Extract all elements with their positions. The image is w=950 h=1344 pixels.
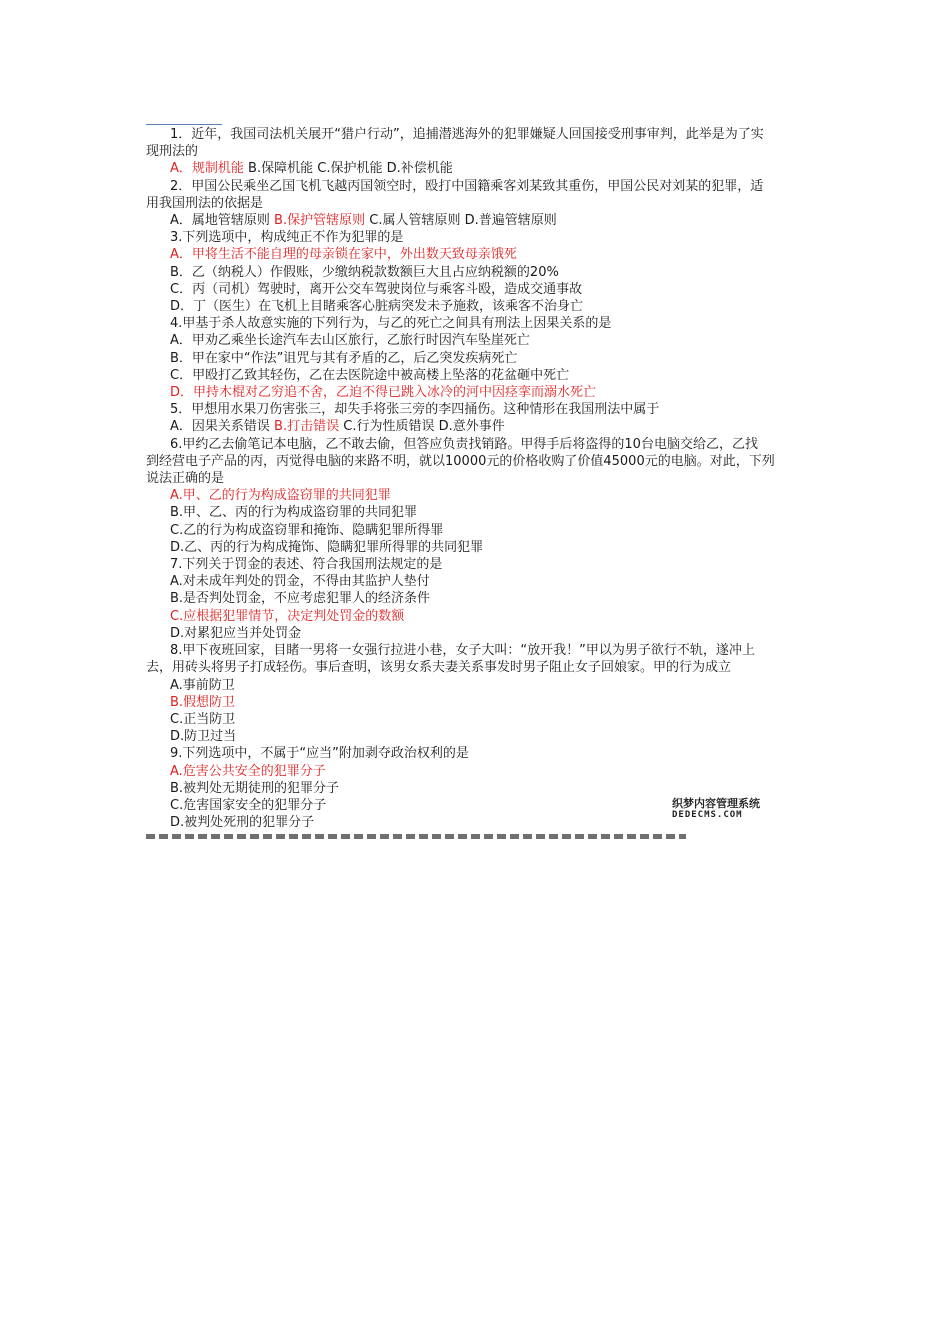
q6-stem-line3: 说法正确的是 <box>146 471 225 487</box>
q2-stem-line2: 用我国刑法的依据是 <box>146 195 264 211</box>
q8-option-d: D.防卫过当 <box>170 729 237 745</box>
q2-option-d: D.普遍管辖原则 <box>464 213 557 229</box>
q5-option-c: C.行为性质错误 <box>343 419 435 435</box>
q1-stem-line2: 现刑法的 <box>146 144 199 160</box>
q7-option-d: D.对累犯应当并处罚金 <box>170 625 302 641</box>
watermark-line2: DEDECMS.COM <box>672 810 743 820</box>
question-list <box>146 126 776 831</box>
q3-stem: 3.下列选项中，构成纯正不作为犯罪的是 <box>170 230 404 246</box>
q1-option-d: D.补偿机能 <box>386 161 453 177</box>
q7-option-b: B.是否判处罚金，不应考虑犯罪人的经济条件 <box>170 591 431 607</box>
q8-stem-line2: 去，用砖头将男子打成轻伤。事后查明，该男女系夫妻关系事发时男子阻止女子回娘家。甲的行为成立 <box>146 660 732 676</box>
q5-option-b: B.打击错误 <box>274 419 340 435</box>
q1-options <box>146 160 776 177</box>
q6-stem-line1: 6.甲约乙去偷笔记本电脑，乙不敢去偷，但答应负责找销路。甲得手后将盗得的10台电脑交给乙，乙找 <box>170 436 758 452</box>
q4-option-b: B．甲在家中“作法”诅咒与其有矛盾的乙，后乙突发疾病死亡 <box>170 350 518 366</box>
q9-option-d: D.被判处死刑的犯罪分子 <box>170 815 315 831</box>
q1-option-b: B.保障机能 <box>248 161 314 177</box>
q9-option-c: C.危害国家安全的犯罪分子 <box>170 797 327 813</box>
q1-stem-line1: 1．近年，我国司法机关展开“猎户行动”，追捕潜逃海外的犯罪嫌疑人回国接受刑事审判，此举是为了实 <box>170 127 764 142</box>
q5-options <box>146 418 776 435</box>
q6-option-c: C.乙的行为构成盗窃罪和掩饰、隐瞒犯罪所得罪 <box>170 522 444 538</box>
q2-stem-line1: 2．甲国公民乘坐乙国飞机飞越丙国领空时，殴打中国籍乘客刘某致其重伤，甲国公民对刘某的犯罪，适 <box>170 178 764 194</box>
q3-option-b: B．乙（纳税人）作假账，少缴纳税款数额巨大且占应纳税额的20% <box>170 264 559 280</box>
q1-option-a: A．规制机能 <box>170 161 244 177</box>
q4-option-d: D．甲持木棍对乙穷追不舍，乙迫不得已跳入冰冷的河中因痉挛而溺水死亡 <box>170 385 597 401</box>
cropped-next-line <box>146 834 686 839</box>
q6-option-b: B.甲、乙、丙的行为构成盗窃罪的共同犯罪 <box>170 505 418 521</box>
q6-option-a: A.甲、乙的行为构成盗窃罪的共同犯罪 <box>170 488 391 504</box>
q9-option-b: B.被判处无期徒刑的犯罪分子 <box>170 780 340 796</box>
header-rule <box>146 124 222 125</box>
q2-option-b: B.保护管辖原则 <box>274 213 366 229</box>
q9-stem: 9.下列选项中，不属于“应当”附加剥夺政治权利的是 <box>170 746 469 762</box>
q5-option-d: D.意外事件 <box>438 419 505 435</box>
q5-option-a: A．因果关系错误 <box>170 419 270 435</box>
q7-option-a: A.对未成年判处的罚金，不得由其监护人垫付 <box>170 574 430 590</box>
q8-stem-line1: 8.甲下夜班回家，目睹一男将一女强行拉进小巷，女子大叫：“放开我！”甲以为男子欲行不轨，遂冲上 <box>170 643 755 659</box>
watermark-line1: 织梦内容管理系统 <box>672 797 760 810</box>
q7-option-c: C.应根据犯罪情节，决定判处罚金的数额 <box>170 608 405 624</box>
q8-option-a: A.事前防卫 <box>170 677 235 693</box>
q3-option-a: A．甲将生活不能自理的母亲锁在家中，外出数天致母亲饿死 <box>170 247 517 263</box>
q4-stem: 4.甲基于杀人故意实施的下列行为，与乙的死亡之间具有刑法上因果关系的是 <box>170 316 612 332</box>
q4-option-c: C．甲殴打乙致其轻伤，乙在去医院途中被高楼上坠落的花盆砸中死亡 <box>170 367 570 383</box>
q7-stem: 7.下列关于罚金的表述、符合我国刑法规定的是 <box>170 557 443 573</box>
q5-stem: 5．甲想用水果刀伤害张三，却失手将张三旁的李四捅伤。这种情形在我国刑法中属于 <box>170 402 660 418</box>
q2-options <box>146 212 776 229</box>
q3-option-d: D．丁（医生）在飞机上目睹乘客心脏病突发未予施救，该乘客不治身亡 <box>170 299 584 315</box>
q9-option-a: A.危害公共安全的犯罪分子 <box>170 763 326 779</box>
q6-stem-line2: 到经营电子产品的丙，丙觉得电脑的来路不明，就以10000元的价格收购了价值45000元的电脑。对此，下列 <box>146 453 775 469</box>
q1-option-c: C.保护机能 <box>317 161 383 177</box>
q6-option-d: D.乙、丙的行为构成掩饰、隐瞒犯罪所得罪的共同犯罪 <box>170 539 484 555</box>
q4-option-a: A．甲劝乙乘坐长途汽车去山区旅行，乙旅行时因汽车坠崖死亡 <box>170 333 530 349</box>
q2-option-c: C.属人管辖原则 <box>369 213 461 229</box>
q2-option-a: A．属地管辖原则 <box>170 213 270 229</box>
q8-option-c: C.正当防卫 <box>170 711 236 727</box>
watermark-logo <box>672 797 768 823</box>
q3-option-c: C．丙（司机）驾驶时，离开公交车驾驶岗位与乘客斗殴，造成交通事故 <box>170 281 583 297</box>
q8-option-b: B.假想防卫 <box>170 694 236 710</box>
